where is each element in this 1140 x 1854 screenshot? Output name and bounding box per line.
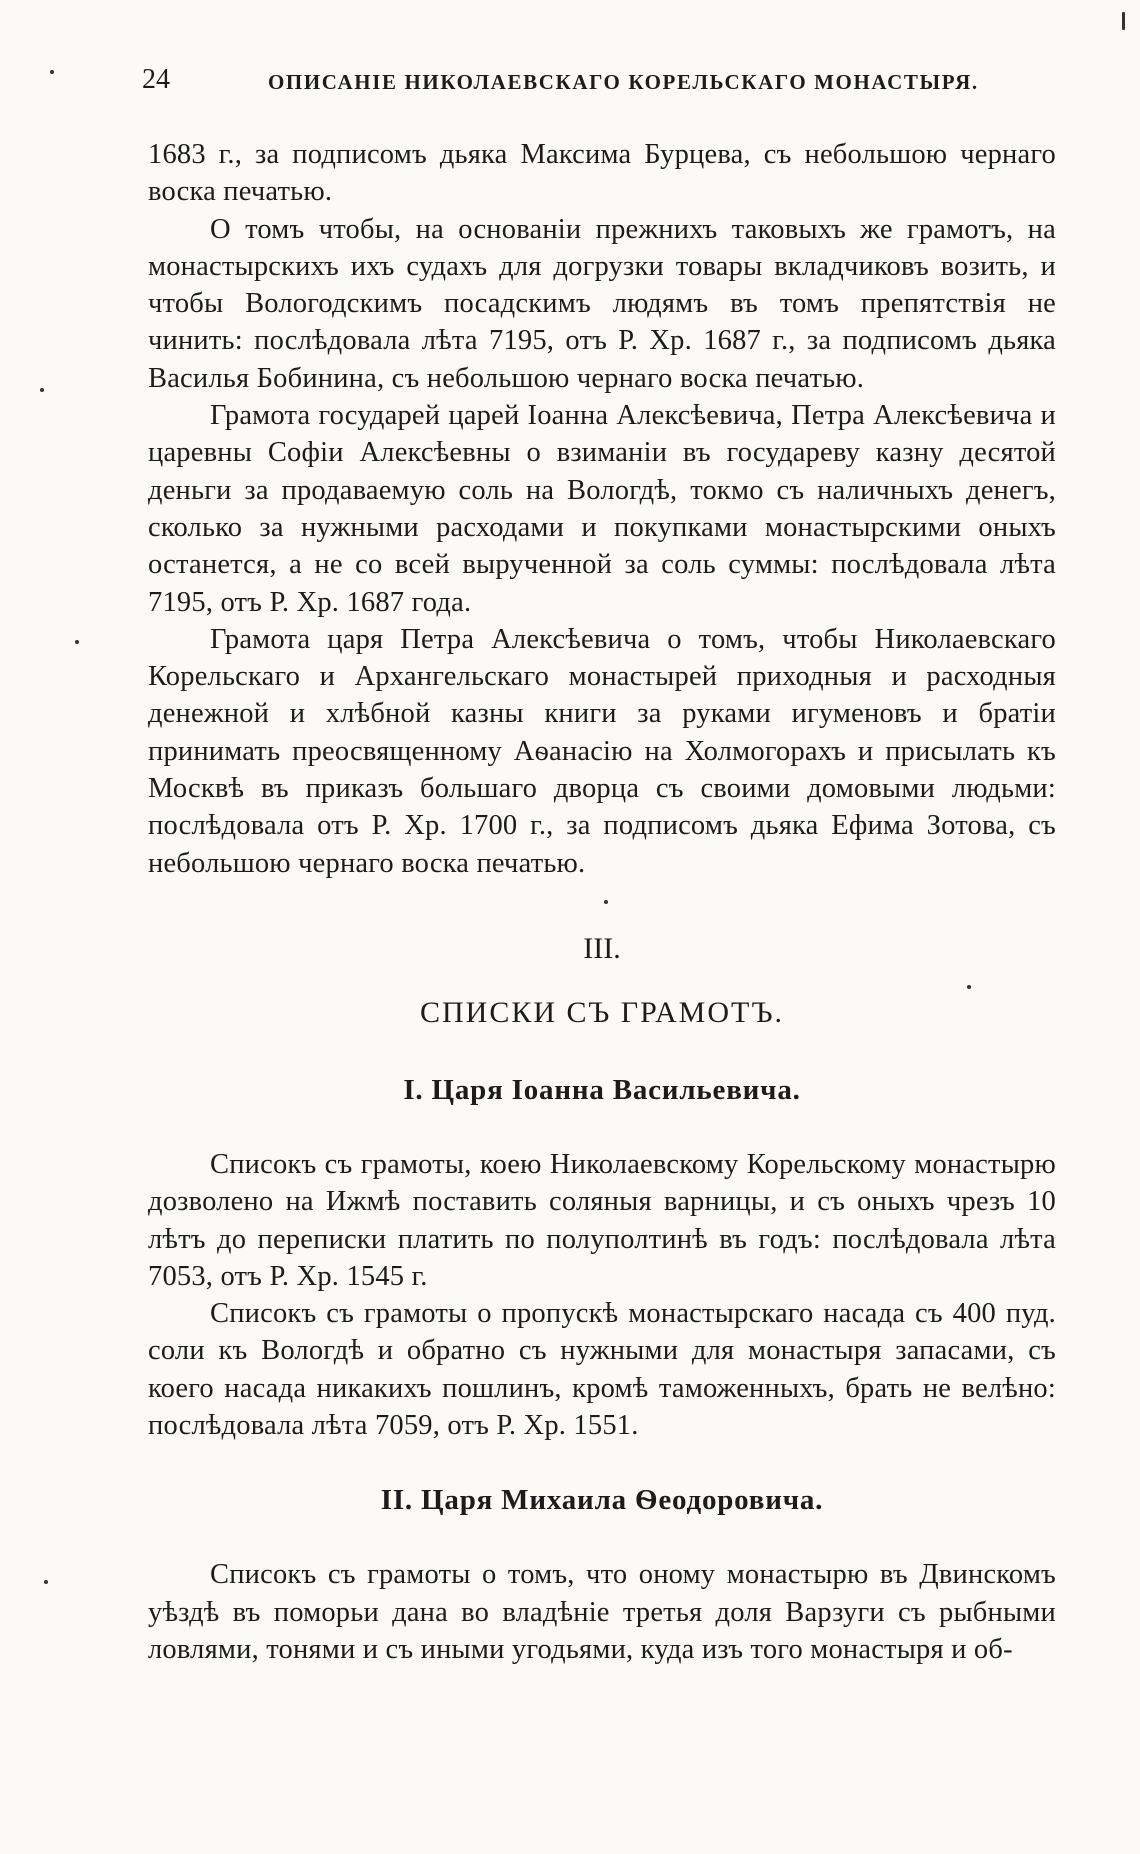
scan-speck: [40, 388, 44, 392]
section-number: III.: [583, 931, 621, 965]
running-head: [142, 58, 1056, 98]
paragraph-peter-charter: Грамота царя Петра Алексѣевича о томъ, чтобы Николаевскаго Корельскаго и Архангельскаго монастырей приходныя и расходныя денежной и хлѣбной казны книги за руками игуменовъ и братіи принимать преосвященному Аѳанасію на Холмогорахъ и присылать къ Москвѣ въ приказъ большаго дворца съ своими домовыми людьми: послѣдовала отъ Р. Хр. 1700 г., за подписомъ дьяка Ефима Зотова, съ небольшою чернаго воска печатью.: [148, 623, 1056, 879]
subsection-body-mikhail: [148, 1556, 1056, 1668]
subsection-body-ioann: [148, 1146, 1056, 1444]
paragraph-salt-tax-charter: Грамота государей царей Іоанна Алексѣевича, Петра Алексѣевича и царевны Софіи Алексѣевны о взиманіи въ государеву казну десятой деньги за продаваемую соль на Вологдѣ, токмо съ наличныхъ денегъ, сколько за нужными расходами и покупками монастырскими оныхъ останется, а не со всей вырученной за соль суммы: послѣдовала лѣта 7195, отъ Р. Хр. 1687 года.: [148, 400, 1056, 618]
page-number: 24: [142, 64, 170, 95]
subsection-heading-ioann: I. Царя Іоанна Васильевича.: [403, 1073, 801, 1106]
scan-speck: [967, 985, 971, 989]
paragraph-cargo-charter: О томъ чтобы, на основаніи прежнихъ таковыхъ же грамотъ, на монастырскихъ ихъ судахъ для догрузки товары вкладчиковъ возить, и чтобы Вологодскимъ посадскимъ людямъ въ томъ препятствія не чинить: послѣдовала лѣта 7195, отъ Р. Хр. 1687 г., за подписомъ дьяка Василья Бобинина, съ небольшою чернаго воска печатью.: [148, 213, 1056, 394]
scan-speck: [604, 900, 608, 904]
paragraph-salt-boat-passage: Списокъ съ грамоты о пропускѣ монастырскаго насада съ 400 пуд. соли къ Вологдѣ и обратно съ нужными для монастыря запасами, съ коего насада никакихъ пошлинъ, кромѣ таможенныхъ, брать не велѣно: послѣдовала лѣта 7059, отъ Р. Хр. 1551.: [148, 1298, 1056, 1442]
running-title: ОПИСАНІЕ НИКОЛАЕВСКАГО КОРЕЛЬСКАГО МОНАСТЫРЯ.: [268, 70, 979, 94]
scan-speck: [50, 70, 54, 74]
scan-speck: [1122, 12, 1125, 30]
scan-speck: [75, 640, 79, 644]
paragraph-continuation: 1683 г., за подписомъ дьяка Максима Бурцева, съ небольшою чернаго воска печатью.: [148, 139, 1056, 208]
book-page: [142, 58, 1056, 1668]
paragraph-varzuga-share: Списокъ съ грамоты о томъ, что оному монастырю въ Двинскомъ уѣздѣ въ поморьи дана во владѣніе третья доля Варзуги съ рыбными ловлями, тонями и съ иными угодьями, куда изъ того монастыря и об-: [148, 1559, 1056, 1665]
paragraph-izhma-saltworks: Списокъ съ грамоты, коею Николаевскому Корельскому монастырю дозволено на Ижмѣ поставить соляныя варницы, и съ оныхъ чрезъ 10 лѣтъ до переписки платить по полуполтинѣ въ годъ: послѣдовала лѣта 7053, отъ Р. Хр. 1545 г.: [148, 1148, 1056, 1292]
scan-speck: [44, 1580, 48, 1584]
subsection-heading-mikhail: II. Царя Михаила Ѳеодоровича.: [380, 1484, 824, 1517]
body-text: [148, 136, 1056, 882]
section-title: СПИСКИ СЪ ГРАМОТЪ.: [419, 995, 785, 1029]
